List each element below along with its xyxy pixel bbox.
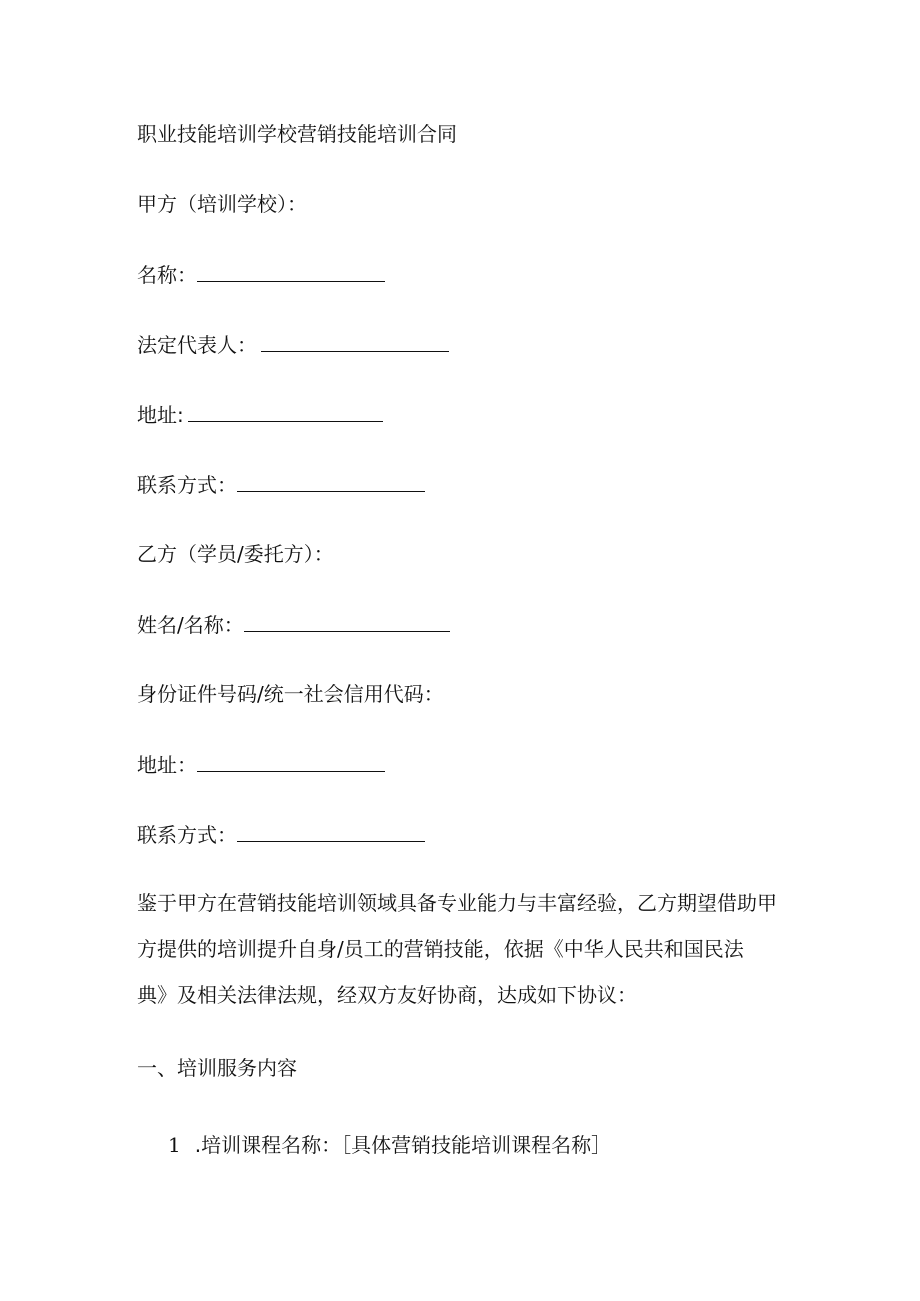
party-a-address-label: 地址: [137,403,184,427]
party-b-address-label: 地址： [137,753,197,777]
party-b-address-blank [197,752,385,772]
party-b-contact-blank [237,822,425,842]
section-1-item-1 [168,1133,611,1157]
party-b-name-row [137,612,450,637]
party-b-address-row [137,752,385,777]
party-b-heading: 乙方（学员/委托方）： [137,542,334,566]
party-a-contact-blank [237,472,425,492]
party-a-address-blank [188,402,383,422]
party-b-contact-row [137,822,425,847]
party-a-contact-label: 联系方式： [137,473,237,497]
party-a-legal-rep-row [137,332,449,357]
party-a-legal-rep-label: 法定代表人： [137,333,257,357]
preamble-paragraph [137,880,787,1018]
party-b-contact-label: 联系方式： [137,823,237,847]
preamble-line-2: 方提供的培训提升自身/员工的营销技能，依据《中华人民共和国民法 [137,937,744,961]
party-a-name-row [137,262,385,287]
party-b-name-blank [244,612,450,632]
party-a-contact-row [137,472,425,497]
party-b-id-label: 身份证件号码/统一社会信用代码： [137,682,444,706]
party-a-address-row [137,402,383,427]
preamble-line-1: 鉴于甲方在营销技能培训领域具备专业能力与丰富经验，乙方期望借助甲 [137,891,777,915]
contract-title: 职业技能培训学校营销技能培训合同 [137,122,457,146]
party-a-heading: 甲方（培训学校）： [137,192,307,216]
party-a-name-blank [197,262,385,282]
party-b-name-label: 姓名/名称： [137,613,244,637]
preamble-line-3: 典》及相关法律法规，经双方友好协商，达成如下协议： [137,983,637,1007]
party-a-name-label: 名称： [137,263,197,287]
section-1-heading: 一、培训服务内容 [137,1056,297,1080]
party-a-legal-rep-blank [261,332,449,352]
item-1-text: .培训课程名称：［具体营销技能培训课程名称］ [194,1133,612,1157]
item-1-number: 1 [168,1133,181,1157]
